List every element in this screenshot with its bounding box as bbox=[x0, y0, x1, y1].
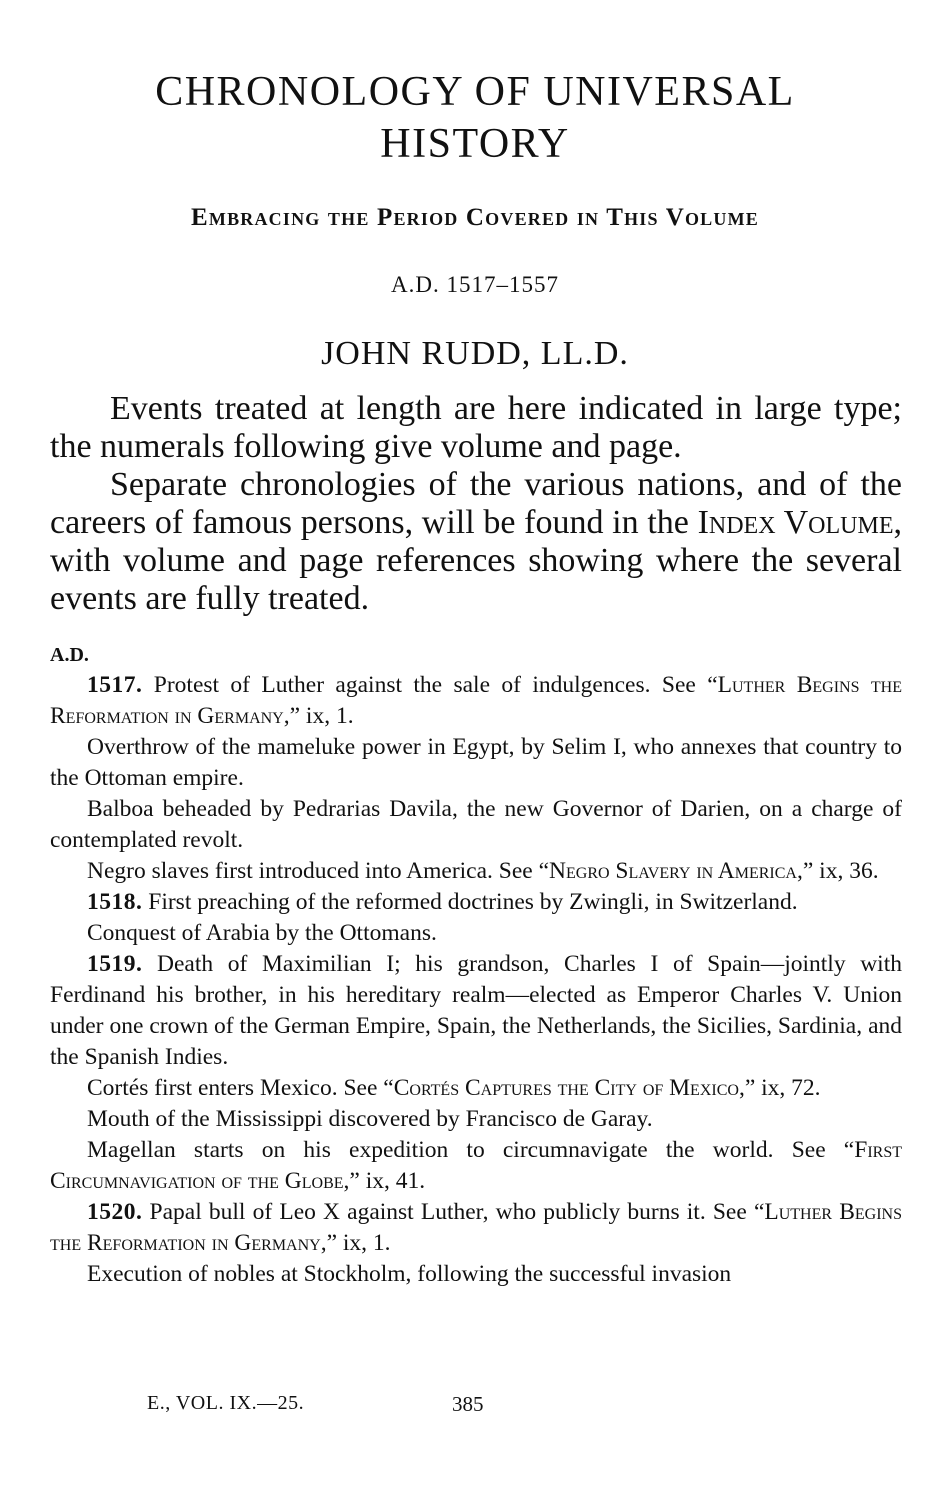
subtitle: Embracing the Period Covered in This Volume bbox=[191, 204, 759, 231]
chronology-entry bbox=[50, 1259, 902, 1290]
intro-p2-start: Separate chronologies of the various nations, and of the careers of famous persons, will be found in the bbox=[50, 466, 902, 541]
entry-text: Conquest of Arabia by the Ottomans. bbox=[87, 920, 437, 946]
title-line-1: CHRONOLOGY OF UNIVERSAL bbox=[155, 69, 795, 115]
entry-reference: Luther Begins the Reformation in Germany bbox=[50, 1199, 902, 1256]
chronology-entry bbox=[50, 1104, 902, 1135]
chronology-entry bbox=[50, 918, 902, 949]
entry-citation: ,” ix, 1. bbox=[283, 703, 354, 729]
entry-text: Overthrow of the mameluke power in Egypt, by Selim I, who annexes that country to the Ottoman empire. bbox=[50, 734, 902, 791]
intro-text bbox=[50, 390, 902, 618]
intro-p2-end: , with volume and page references showing where the several events are fully treated. bbox=[50, 504, 902, 617]
entry-citation: ,” ix, 36. bbox=[796, 858, 879, 884]
chronology-entry bbox=[50, 1073, 902, 1104]
entry-year: 1517. bbox=[87, 672, 143, 698]
entry-year: 1520. bbox=[87, 1199, 143, 1225]
chronology-entry bbox=[50, 732, 902, 794]
entry-text: Magellan starts on his expedition to circumnavigate the world. See “ bbox=[87, 1137, 855, 1163]
entry-text: Balboa beheaded by Pedrarias Davila, the new Governor of Darien, on a charge of contemplated revolt. bbox=[50, 796, 902, 853]
entry-text: Negro slaves first introduced into America. See “ bbox=[87, 858, 550, 884]
entry-reference: Negro Slavery in America bbox=[549, 858, 797, 884]
entry-text: First preaching of the reformed doctrines by Zwingli, in Switzerland. bbox=[142, 889, 798, 915]
entry-text: Death of Maximilian I; his grandson, Charles I of Spain—jointly with Ferdinand his brother, in his hereditary realm—elected as Emperor Charles V. Union under one crown of the German Empire, Spain, the Netherlands, the Sicilies, Sardinia, and the Spanish Indies. bbox=[50, 951, 902, 1070]
chronology-list bbox=[50, 670, 902, 1290]
chronology-entry bbox=[50, 670, 902, 732]
index-volume-ref: Index Volume bbox=[697, 504, 894, 541]
entry-citation: ,” ix, 72. bbox=[738, 1075, 821, 1101]
ad-heading: A.D. bbox=[50, 644, 89, 666]
entry-text: Cortés first enters Mexico. See “ bbox=[87, 1075, 394, 1101]
chronology-entry bbox=[50, 887, 902, 918]
entry-reference: First Circumnavigation of the Globe bbox=[50, 1137, 902, 1194]
entry-year: 1519. bbox=[87, 951, 143, 977]
entry-reference: Cortés Captures the City of Mexico bbox=[393, 1075, 739, 1101]
entry-text: Mouth of the Mississippi discovered by Francisco de Garay. bbox=[87, 1106, 653, 1132]
chronology-entry bbox=[50, 1135, 902, 1197]
author-name: JOHN RUDD, LL.D. bbox=[321, 335, 629, 372]
chronology-entry bbox=[50, 949, 902, 1073]
signature-mark: E., VOL. IX.—25. bbox=[147, 1392, 305, 1414]
title-line-2: HISTORY bbox=[380, 121, 570, 167]
chronology-entry bbox=[50, 794, 902, 856]
intro-paragraph-2 bbox=[50, 466, 902, 618]
entry-citation: ,” ix, 1. bbox=[320, 1230, 391, 1256]
entry-text: Protest of Luther against the sale of indulgences. See “ bbox=[142, 672, 718, 698]
chronology-entry bbox=[50, 1197, 902, 1259]
entry-text: Execution of nobles at Stockholm, following the successful invasion bbox=[87, 1261, 732, 1287]
entry-citation: ,” ix, 41. bbox=[343, 1168, 426, 1194]
entry-text: Papal bull of Leo X against Luther, who publicly burns it. See “ bbox=[142, 1199, 765, 1225]
period-range: A.D. 1517–1557 bbox=[391, 272, 559, 297]
intro-paragraph-1: Events treated at length are here indicated in large type; the numerals following give volume and page. bbox=[50, 390, 902, 465]
page-title bbox=[0, 66, 950, 170]
entry-year: 1518. bbox=[87, 889, 143, 915]
entry-reference: Luther Begins the Reformation in Germany bbox=[50, 672, 902, 729]
chronology-entry bbox=[50, 856, 902, 887]
page-number: 385 bbox=[452, 1392, 484, 1416]
